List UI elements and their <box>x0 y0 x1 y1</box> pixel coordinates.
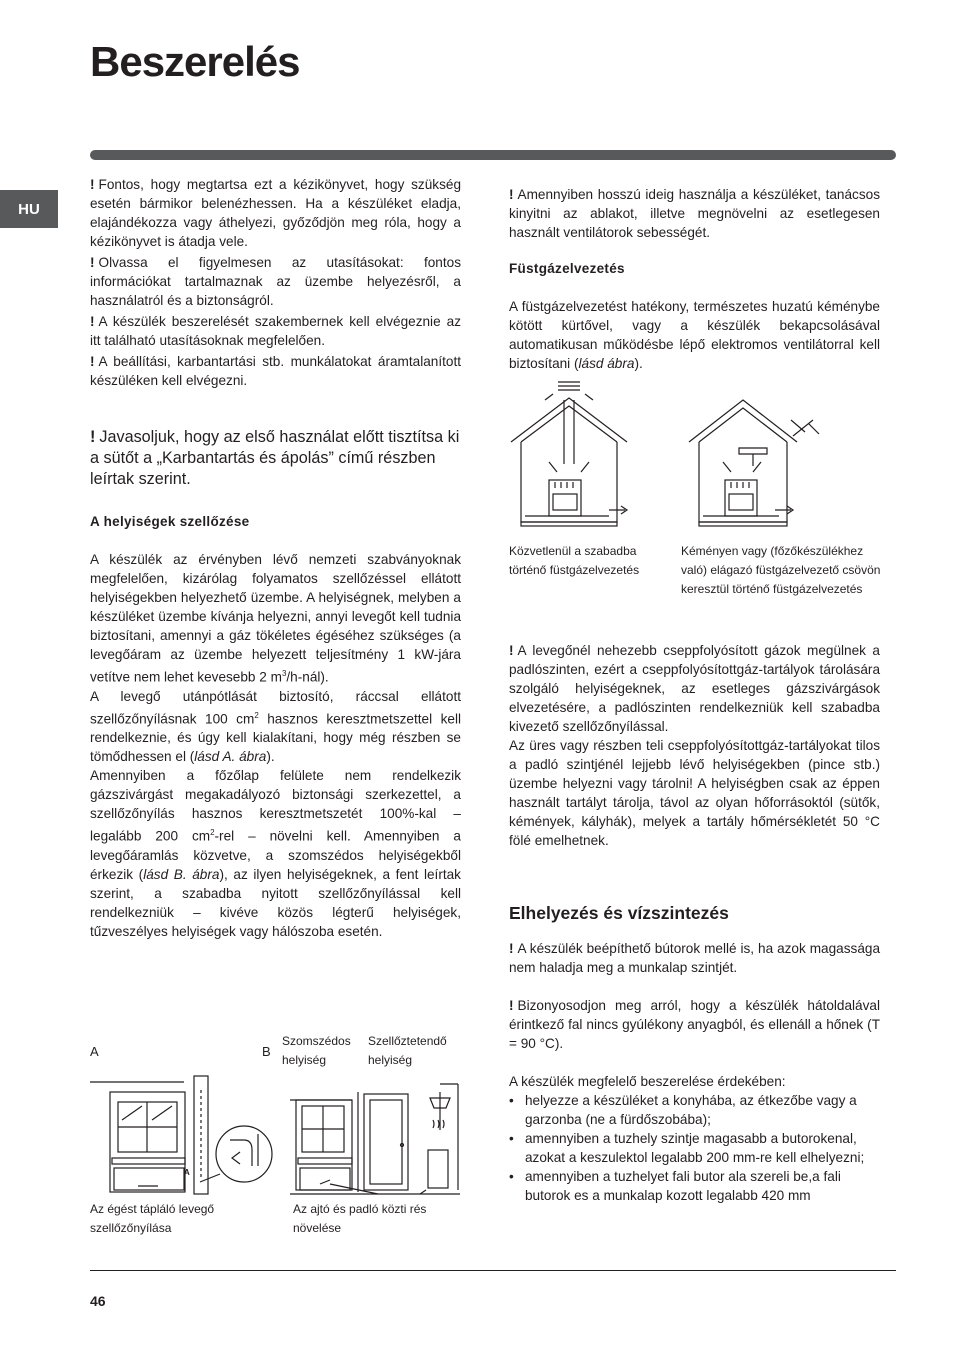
lpg-section <box>509 641 880 850</box>
figure-a-caption: Az égést tápláló levegő szellőzőnyílása <box>90 1202 215 1235</box>
note: ! A beállítási, karbantartási stb. munkálatokat áramtalanított készüléken kell elvégezni. <box>90 354 461 388</box>
list-item: • helyezze a készüléket a konyhába, az étkezőbe vagy a garzonba (ne a fürdőszobába); <box>509 1091 880 1129</box>
lpg-note-storage: Az üres vagy részben teli cseppfolyósítottgáz-tartályokat tilos a padló szintjénél lejjebb lévő helyiségekben (pince stb.) üzembe helyezni vagy tárolni! A helyiségben csak az éppen használt tartályt tárolja, távol az olyan hőforrásoktól (sütők, kémények, kályhák), melyek a tartály hőmérsékletét 50 °C fölé emelhetnek. <box>509 738 880 848</box>
figure-b-letter: B <box>262 1044 271 1059</box>
placement-note1: ! A készülék beépíthető bútorok mellé is, ha azok magassága nem haladja meg a munkalap szintjét. <box>509 941 880 975</box>
figure-a-inner-letter: A <box>184 1168 190 1177</box>
figure-b-label-ventilated: Szellőztetendő helyiség <box>368 1034 447 1067</box>
lpg-note: ! A levegőnél nehezebb cseppfolyósított gázok megülnek a padlószinten, ezért a cseppfolyósítottgáz-tartályok tárolására szolgáló helyiségeknek, az esetleges gázszivárgások elvezetésére, a padlószinten rendelkezniük kell szabadba kivezető szellőzőnyílással. <box>509 643 880 734</box>
ventilation-p2: A levegő utánpótlását biztosító, ráccsal ellátott szellőzőnyílásnak 100 $cm^2$ hasznos keresztmetszettel kell rendelkeznie, és úgy kell kialakítani, hogy még részben se tömődhessen el (lásd A. ábra). <box>90 688 461 765</box>
note: ! A készülék beszerelését szakembernek kell elvégeznie az itt található utasításoknak megfelelően. <box>90 314 461 348</box>
flue-drawing <box>509 380 889 540</box>
page-title: Beszerelés <box>90 38 300 85</box>
list-item: • amennyiben a tuzhely szintje magasabb a butorokenal, azokat a keszulektol legalabb 200 mm-re kell elhelyezni; <box>509 1129 880 1167</box>
figure-b-label-adjacent: Szomszédos helyiség <box>282 1034 351 1067</box>
note: ! Olvassa el figyelmesen az utasításokat: fontos információkat tartalmaznak az üzembe helyezésről, a használatról és a biztonságról. <box>90 255 461 308</box>
placement-note2: ! Bizonyosodjon meg arról, hogy a készülék hátoldalával érintkező fal nincs gyúlékony anyagból, és ellenáll a hőnek (T = 90 °C). <box>509 998 880 1051</box>
figure-a-letter: A <box>90 1044 99 1059</box>
note: ! Fontos, hogy megtartsa ezt a kézikönyvet, hogy szükség esetén bármikor belenézhessen. Ha a készüléket eladja, elajándékozza vagy áthelyezi, győződjön meg róla, hogy a kézikönyvet is átadja vele. <box>90 177 461 249</box>
footer-divider <box>90 1270 896 1271</box>
page-number: 46 <box>90 1293 106 1309</box>
figure-b-drawing <box>290 1070 470 1200</box>
placement-section <box>509 904 880 1205</box>
placement-list <box>509 1091 880 1205</box>
flue-caption-direct: Közvetlenül a szabadba történő füstgázelvezetés <box>509 544 640 577</box>
window-note: ! Amennyiben hosszú ideig használja a készüléket, tanácsos kinyitni az ablakot, illetve megnövelni az esetlegesen használt ventilátorok sebességét. <box>509 187 880 240</box>
ventilation-section <box>90 512 461 941</box>
cleaning-note: ! Javasoljuk, hogy az első használat előtt tisztítsa ki a sütőt a „Karbantartás és ápolás” című részben leírtak szerint. <box>90 428 460 488</box>
ventilation-heading: A helyiségek szellőzése <box>90 514 250 529</box>
list-item: • amennyiben a tuzhelyet fali butor ala szereli be,a fali butorok es a munkalap kozott legalabb 420 mm <box>509 1167 880 1205</box>
flue-paragraph: A füstgázelvezetést hatékony, természetes huzatú kéménybe kötött kürtővel, vagy a készülék bekapcsolásával automatikusan működésbe lépő elektromos ventilátorral kell biztosítani (lásd ábra). <box>509 299 880 371</box>
figure-a-drawing <box>90 1070 290 1200</box>
language-tab: HU <box>0 190 58 228</box>
ventilation-p3: Amennyiben a főzőlap felülete nem rendelkezik gázszivárgást megakadályozó biztonsági szerkezettel, a szellőzőnyílás hasznos keresztmetszetét 100%-kal – legalább 200 $cm^2$-rel – növelni kell. Amennyiben a levegőáramlás közvetve, a szomszédos helyiségekből érkezik (lásd B. ábra), az ilyen helyiségeknek, a fent leírtak szerint, a szabadba nyitott szellőzőnyílással kell rendelkezniük – kivéve közös légterű helyiségek, tűzveszélyes helyiségek vagy hálószoba esetén. <box>90 768 461 939</box>
placement-heading: Elhelyezés és vízszintezés <box>509 903 729 923</box>
ventilation-p1: A készülék az érvényben lévő nemzeti szabványoknak megfelelően, kizárólag folyamatos szellőzéssel ellátott helyiségekben helyezhető üzembe. A helyiségnek, melyben a készüléket üzembe kívánja helyezni, annyi levegőt kell tudnia biztosítani, amennyi a gáz tökéletes égéséhez szükséges (a levegőáram az üzembe helyezett teljesítmény 1 kW-jára vetítve nem lehet kevesebb 2 $m^3/h-nál$). <box>90 552 461 685</box>
right-column-top <box>509 185 880 373</box>
placement-intro: A készülék megfelelő beszerelése érdekében: <box>509 1074 786 1089</box>
title-divider <box>90 150 896 160</box>
figure-b-caption: Az ajtó és padló közti rés növelése <box>293 1202 427 1235</box>
flue-heading: Füstgázelvezetés <box>509 261 625 276</box>
left-column <box>90 175 461 390</box>
flue-caption-chimney: Kéményen vagy (főzőkészülékhez való) elágazó füstgázelvezető csövön keresztül történő füstgázelvezetés <box>681 544 881 596</box>
